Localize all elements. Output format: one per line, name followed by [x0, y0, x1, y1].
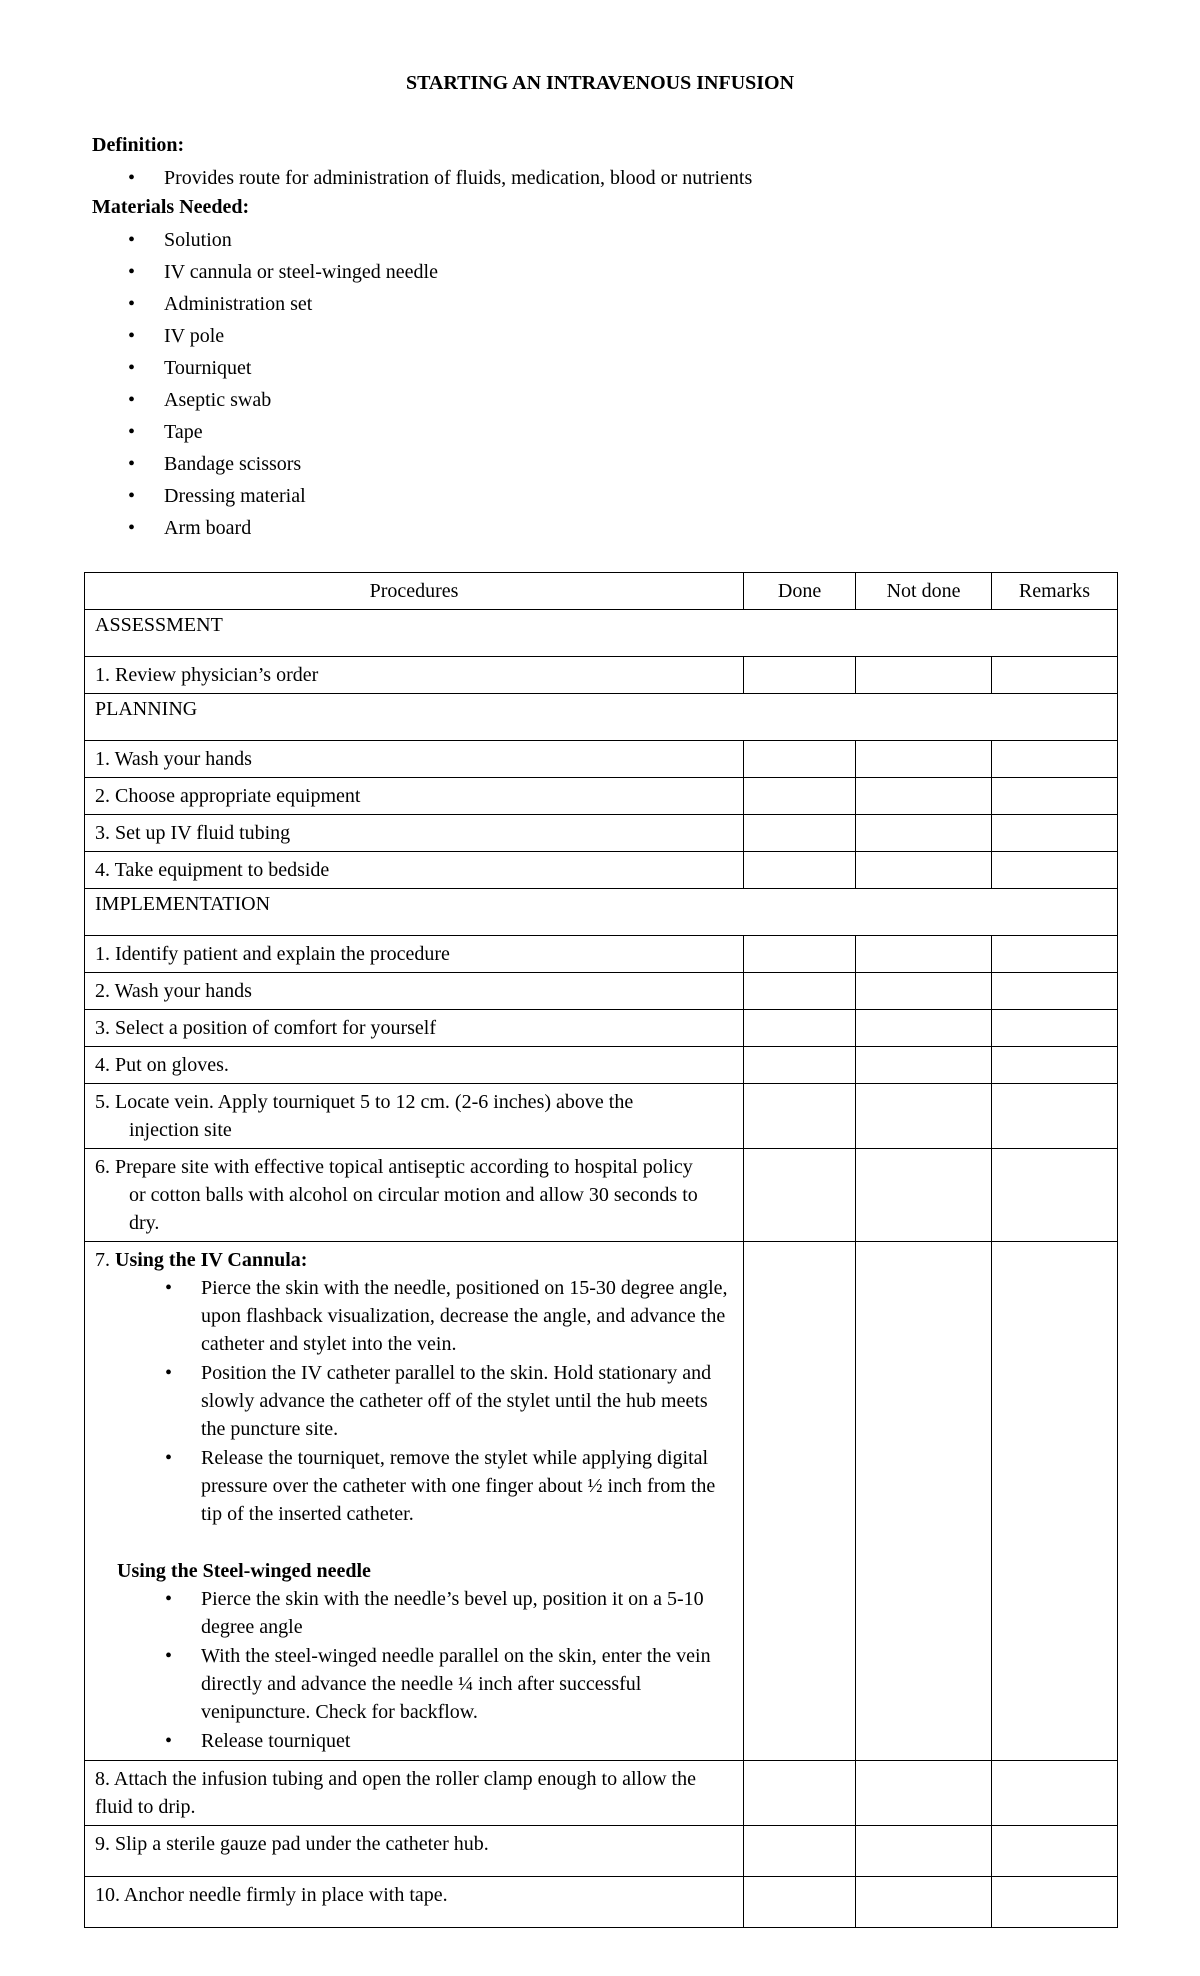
section-row-implementation [85, 889, 1118, 936]
list-item: • Solution [92, 224, 438, 256]
table-row [85, 1877, 1118, 1928]
procedure-checklist-table [84, 572, 1118, 1928]
step-text: 9. Slip a sterile gauze pad under the catheter hub. [85, 1826, 744, 1877]
remarks-cell[interactable] [991, 657, 1117, 694]
not-done-cell[interactable] [856, 973, 992, 1010]
step-text: 4. Take equipment to bedside [85, 852, 744, 889]
list-item: • Bandage scissors [92, 448, 438, 480]
step-text [85, 1084, 744, 1149]
list-item: • With the steel-winged needle parallel on the skin, enter the vein directly and advance the needle ¼ inch after successful venipuncture. Check for backflow. [95, 1642, 733, 1726]
table-row [85, 1826, 1118, 1877]
list-item: • Pierce the skin with the needle, positioned on 15-30 degree angle, upon flashback visualization, decrease the angle, and advance the catheter and stylet into the vein. [95, 1274, 733, 1358]
step-text: 3. Set up IV fluid tubing [85, 815, 744, 852]
definition-list [92, 162, 752, 194]
table-row [85, 1084, 1118, 1149]
step-text: 2. Choose appropriate equipment [85, 778, 744, 815]
table-row [85, 1010, 1118, 1047]
not-done-cell[interactable] [856, 852, 992, 889]
not-done-cell[interactable] [856, 657, 992, 694]
step-text: 1. Identify patient and explain the procedure [85, 936, 744, 973]
done-cell[interactable] [744, 778, 856, 815]
not-done-cell[interactable] [856, 741, 992, 778]
done-cell[interactable] [744, 852, 856, 889]
list-item: • Pierce the skin with the needle’s bevel up, position it on a 5-10 degree angle [95, 1585, 733, 1641]
done-cell[interactable] [744, 1761, 856, 1826]
step-text: 8. Attach the infusion tubing and open the roller clamp enough to allow the fluid to drip. [85, 1761, 744, 1826]
done-cell[interactable] [744, 1826, 856, 1877]
steel-winged-steps-list [95, 1585, 733, 1755]
remarks-cell[interactable] [991, 1761, 1117, 1826]
step-text: 10. Anchor needle firmly in place with tape. [85, 1877, 744, 1928]
not-done-cell[interactable] [856, 1242, 992, 1761]
not-done-cell[interactable] [856, 1010, 992, 1047]
section-row-planning [85, 694, 1118, 741]
table-row [85, 741, 1118, 778]
done-cell[interactable] [744, 657, 856, 694]
not-done-cell[interactable] [856, 778, 992, 815]
remarks-cell[interactable] [991, 1047, 1117, 1084]
not-done-cell[interactable] [856, 1084, 992, 1149]
materials-list [92, 224, 438, 544]
step-6-continuation: or cotton balls with alcohol on circular motion and allow 30 seconds to dry. [129, 1184, 698, 1234]
not-done-cell[interactable] [856, 815, 992, 852]
done-cell[interactable] [744, 1084, 856, 1149]
done-cell[interactable] [744, 1242, 856, 1761]
not-done-cell[interactable] [856, 1047, 992, 1084]
list-item: • Aseptic swab [92, 384, 438, 416]
remarks-cell[interactable] [991, 1826, 1117, 1877]
remarks-cell[interactable] [991, 1242, 1117, 1761]
table-header-row [85, 573, 1118, 610]
table-row [85, 936, 1118, 973]
section-row-assessment [85, 610, 1118, 657]
list-item: • Provides route for administration of fluids, medication, blood or nutrients [92, 162, 752, 194]
not-done-cell[interactable] [856, 1149, 992, 1242]
step-5-first-line: 5. Locate vein. Apply tourniquet 5 to 12 cm. (2-6 inches) above the [95, 1091, 634, 1113]
remarks-cell[interactable] [991, 778, 1117, 815]
list-item: • Dressing material [92, 480, 438, 512]
list-item: • Tape [92, 416, 438, 448]
step-7-number: 7. [95, 1249, 115, 1271]
done-cell[interactable] [744, 1010, 856, 1047]
remarks-cell[interactable] [991, 1877, 1117, 1928]
table-row [85, 778, 1118, 815]
step-text: 3. Select a position of comfort for yourself [85, 1010, 744, 1047]
list-item: • Release tourniquet [95, 1727, 733, 1755]
remarks-cell[interactable] [991, 973, 1117, 1010]
remarks-cell[interactable] [991, 815, 1117, 852]
page-title: STARTING AN INTRAVENOUS INFUSION [405, 72, 795, 94]
header-remarks: Remarks [991, 573, 1117, 610]
table-row [85, 1761, 1118, 1826]
remarks-cell[interactable] [991, 936, 1117, 973]
header-not-done: Not done [856, 573, 992, 610]
table-row [85, 657, 1118, 694]
step-6-first-line: 6. Prepare site with effective topical antiseptic according to hospital policy [95, 1156, 693, 1178]
section-label: PLANNING [85, 694, 1118, 741]
done-cell[interactable] [744, 973, 856, 1010]
done-cell[interactable] [744, 1149, 856, 1242]
steel-winged-subheading: Using the Steel-winged needle [117, 1560, 371, 1582]
section-label: IMPLEMENTATION [85, 889, 1118, 936]
list-item: • IV cannula or steel-winged needle [92, 256, 438, 288]
step-text: 4. Put on gloves. [85, 1047, 744, 1084]
step-text: 1. Wash your hands [85, 741, 744, 778]
cannula-steps-list [95, 1274, 733, 1528]
done-cell[interactable] [744, 1047, 856, 1084]
list-item: • Administration set [92, 288, 438, 320]
remarks-cell[interactable] [991, 1084, 1117, 1149]
step-text [85, 1149, 744, 1242]
not-done-cell[interactable] [856, 1761, 992, 1826]
list-item: • IV pole [92, 320, 438, 352]
table-row [85, 1047, 1118, 1084]
table-row [85, 852, 1118, 889]
header-done: Done [744, 573, 856, 610]
table-row [85, 1242, 1118, 1761]
table-row [85, 973, 1118, 1010]
table-row [85, 815, 1118, 852]
remarks-cell[interactable] [991, 741, 1117, 778]
not-done-cell[interactable] [856, 1877, 992, 1928]
done-cell[interactable] [744, 741, 856, 778]
done-cell[interactable] [744, 815, 856, 852]
not-done-cell[interactable] [856, 1826, 992, 1877]
step-5-continuation: injection site [129, 1119, 232, 1141]
list-item: • Position the IV catheter parallel to the skin. Hold stationary and slowly advance the catheter off of the stylet until the hub meets the puncture site. [95, 1359, 733, 1443]
cannula-subheading: Using the IV Cannula: [115, 1249, 308, 1271]
remarks-cell[interactable] [991, 1149, 1117, 1242]
done-cell[interactable] [744, 936, 856, 973]
list-item: • Tourniquet [92, 352, 438, 384]
definition-heading: Definition: [92, 134, 185, 156]
spacer [95, 1529, 733, 1557]
list-item: • Release the tourniquet, remove the stylet while applying digital pressure over the catheter with one finger about ½ inch from the tip of the inserted catheter. [95, 1444, 733, 1528]
materials-heading: Materials Needed: [92, 196, 250, 218]
header-procedures: Procedures [85, 573, 744, 610]
step-text: 1. Review physician’s order [85, 657, 744, 694]
list-item: • Arm board [92, 512, 438, 544]
remarks-cell[interactable] [991, 852, 1117, 889]
not-done-cell[interactable] [856, 936, 992, 973]
table-row [85, 1149, 1118, 1242]
done-cell[interactable] [744, 1877, 856, 1928]
step-text: 2. Wash your hands [85, 973, 744, 1010]
step-text [85, 1242, 744, 1761]
section-label: ASSESSMENT [85, 610, 1118, 657]
remarks-cell[interactable] [991, 1010, 1117, 1047]
